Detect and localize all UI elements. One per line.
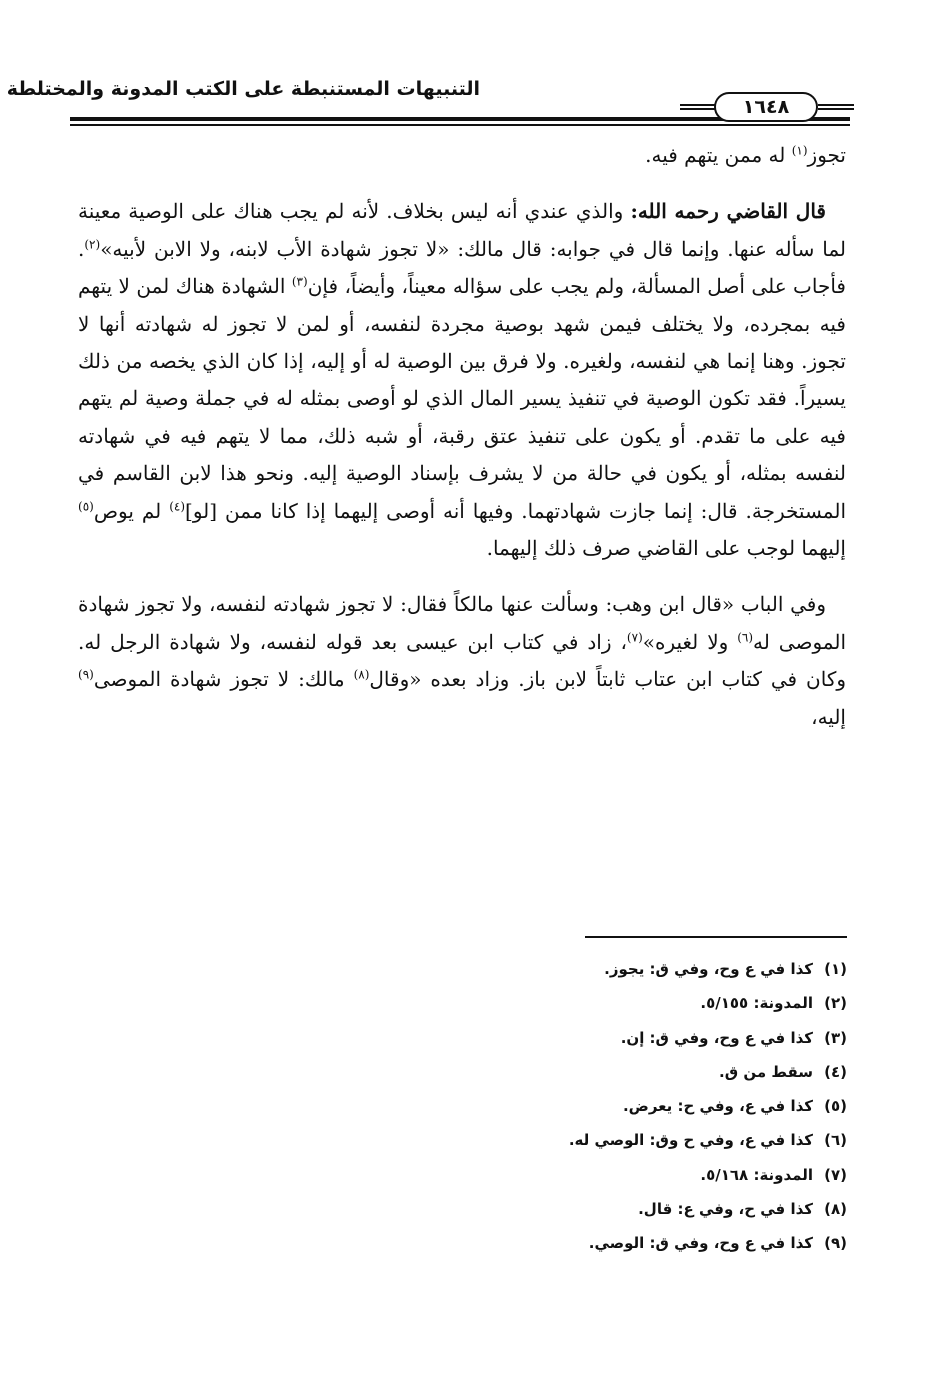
page-number-ornament-left <box>680 104 716 110</box>
footnote-number: (٨) <box>824 1200 847 1219</box>
footnotes-list <box>300 952 847 1261</box>
footnote-ref-6: (٦) <box>737 630 754 645</box>
footnote-item <box>300 1021 847 1055</box>
text-run: مالك: لا تجوز شهادة الموصى <box>93 667 354 692</box>
footnote-ref-8: (٨) <box>353 667 370 682</box>
footnote-item <box>300 1089 847 1123</box>
footnote-ref-9: (٩) <box>78 667 94 682</box>
header-rule-thin <box>70 124 850 126</box>
text-run: تجوز <box>807 143 846 167</box>
footnote-item <box>300 986 847 1020</box>
text-run: إليه، <box>811 704 846 729</box>
footnote-item <box>300 1226 847 1260</box>
footnote-item <box>300 952 847 986</box>
footnote-ref-5: (٥) <box>78 499 94 513</box>
footnote-text: كذا في ع، وفي ح وق: الوصي له. <box>568 1131 813 1150</box>
footnote-number: (٢) <box>824 994 847 1013</box>
body-text <box>78 137 846 736</box>
footnote-ref-1: (١) <box>791 143 808 158</box>
text-run: ، زاد في كتاب ابن عيسى بعد قوله لنفسه، ولا شهادة الرجل له. وكان في كتاب ابن عتاب ثابتاً لابن باز. وزاد بعده «وقال <box>78 629 846 692</box>
paragraph-3 <box>78 586 846 736</box>
footnote-text: المدونة: ٥/١٦٨. <box>700 1165 813 1184</box>
footnote-number: (٤) <box>824 1062 847 1081</box>
footnote-text: كذا في ع وح، وفي ق: يجوز. <box>604 960 813 978</box>
footnote-text: كذا في ع وح، وفي ق: الوصي. <box>588 1234 813 1253</box>
text-run: . فأجاب على أصل المسألة، ولم يجب على سؤاله معيناً، وأيضاً، فإن <box>78 236 846 299</box>
text-run: ولا لغيره» <box>642 629 738 654</box>
footnote-item <box>300 1123 847 1157</box>
footnote-ref-4: (٤) <box>169 499 186 513</box>
footnote-ref-7: (٧) <box>626 630 643 645</box>
text-run: إليهما لوجب على القاضي صرف ذلك إليهما. <box>486 536 846 561</box>
footnote-text: سقط من ق. <box>719 1062 813 1081</box>
footnote-ref-3: (٣) <box>291 274 308 289</box>
footnote-number: (٧) <box>824 1165 847 1184</box>
text-run: الشهادة هناك لمن لا يتهم فيه بمجرده، ولا يختلف فيمن شهد بوصية مجردة لنفسه، أو لمن لا تجوز له شهادته أنها لا تجوز. وهنا إنما هي لنفسه، ولغيره. ولا فرق بين الوصية له أو إليه، إذا كان الذي يخصه من ذلك يسيراً. فقد تكون الوصية في تنفيذ يسير المال الذي لو أوصى بمثله له في جملة وصية لم يتهم فيه على ما تقدم. أو يكون على تنفيذ عتق رقبة، أو شبه ذلك، مما لا يتهم فيه في شهادته لنفسه بمثله، أو يكون في حالة من لا يشرف بإسناد الوصية إليه. ونحو هذا لابن القاسم في المستخرجة. قال: إنما جازت شهادتهما. وفيها أنه أوصى إليهما إذا كانا ممن [لو] <box>78 274 847 523</box>
footnote-text: كذا في ح، وفي ع: قال. <box>638 1200 813 1219</box>
page-number-ornament-right <box>818 104 854 110</box>
paragraph-1 <box>78 137 846 174</box>
text-run: له ممن يتهم فيه. <box>645 143 792 167</box>
paragraph-2 <box>78 193 846 567</box>
footnote-item <box>300 1055 847 1089</box>
page-number: ١٦٤٨ <box>714 92 818 122</box>
footnote-ref-2: (٢) <box>84 237 101 252</box>
text-run: وفي الباب «قال ابن وهب: وسألت عنها مالكاً فقال: لا تجوز شهادته لنفسه، ولا تجوز شهادة الموصى له <box>78 592 846 654</box>
running-title: التنبيهات المستنبطة على الكتب المدونة والمختلطة <box>6 78 480 100</box>
speaker-label: قال القاضي رحمه الله: <box>630 199 826 224</box>
footnote-item <box>300 1158 847 1192</box>
footnote-number: (٩) <box>824 1234 847 1253</box>
footnote-number: (١) <box>824 960 847 978</box>
text-run: لم يوص <box>93 498 170 523</box>
footnote-item <box>300 1192 847 1226</box>
footnote-text: كذا في ع، وفي ح: يعرض. <box>622 1097 813 1116</box>
footnote-text: كذا في ع وح، وفي ق: إن. <box>620 1028 813 1047</box>
footnote-number: (٥) <box>824 1097 847 1116</box>
footnote-separator <box>585 936 847 938</box>
footnote-number: (٦) <box>824 1131 847 1150</box>
footnote-text: المدونة: ٥/١٥٥. <box>700 994 813 1013</box>
text-run: والذي عندي أنه ليس بخلاف. لأنه لم يجب هناك على الوصية معينة لما سأله عنها. وإنما قال في جوابه: قال مالك: «لا تجوز شهادة الأب لابنه، ولا الابن لأبيه» <box>78 199 846 261</box>
footnote-number: (٣) <box>824 1028 847 1047</box>
